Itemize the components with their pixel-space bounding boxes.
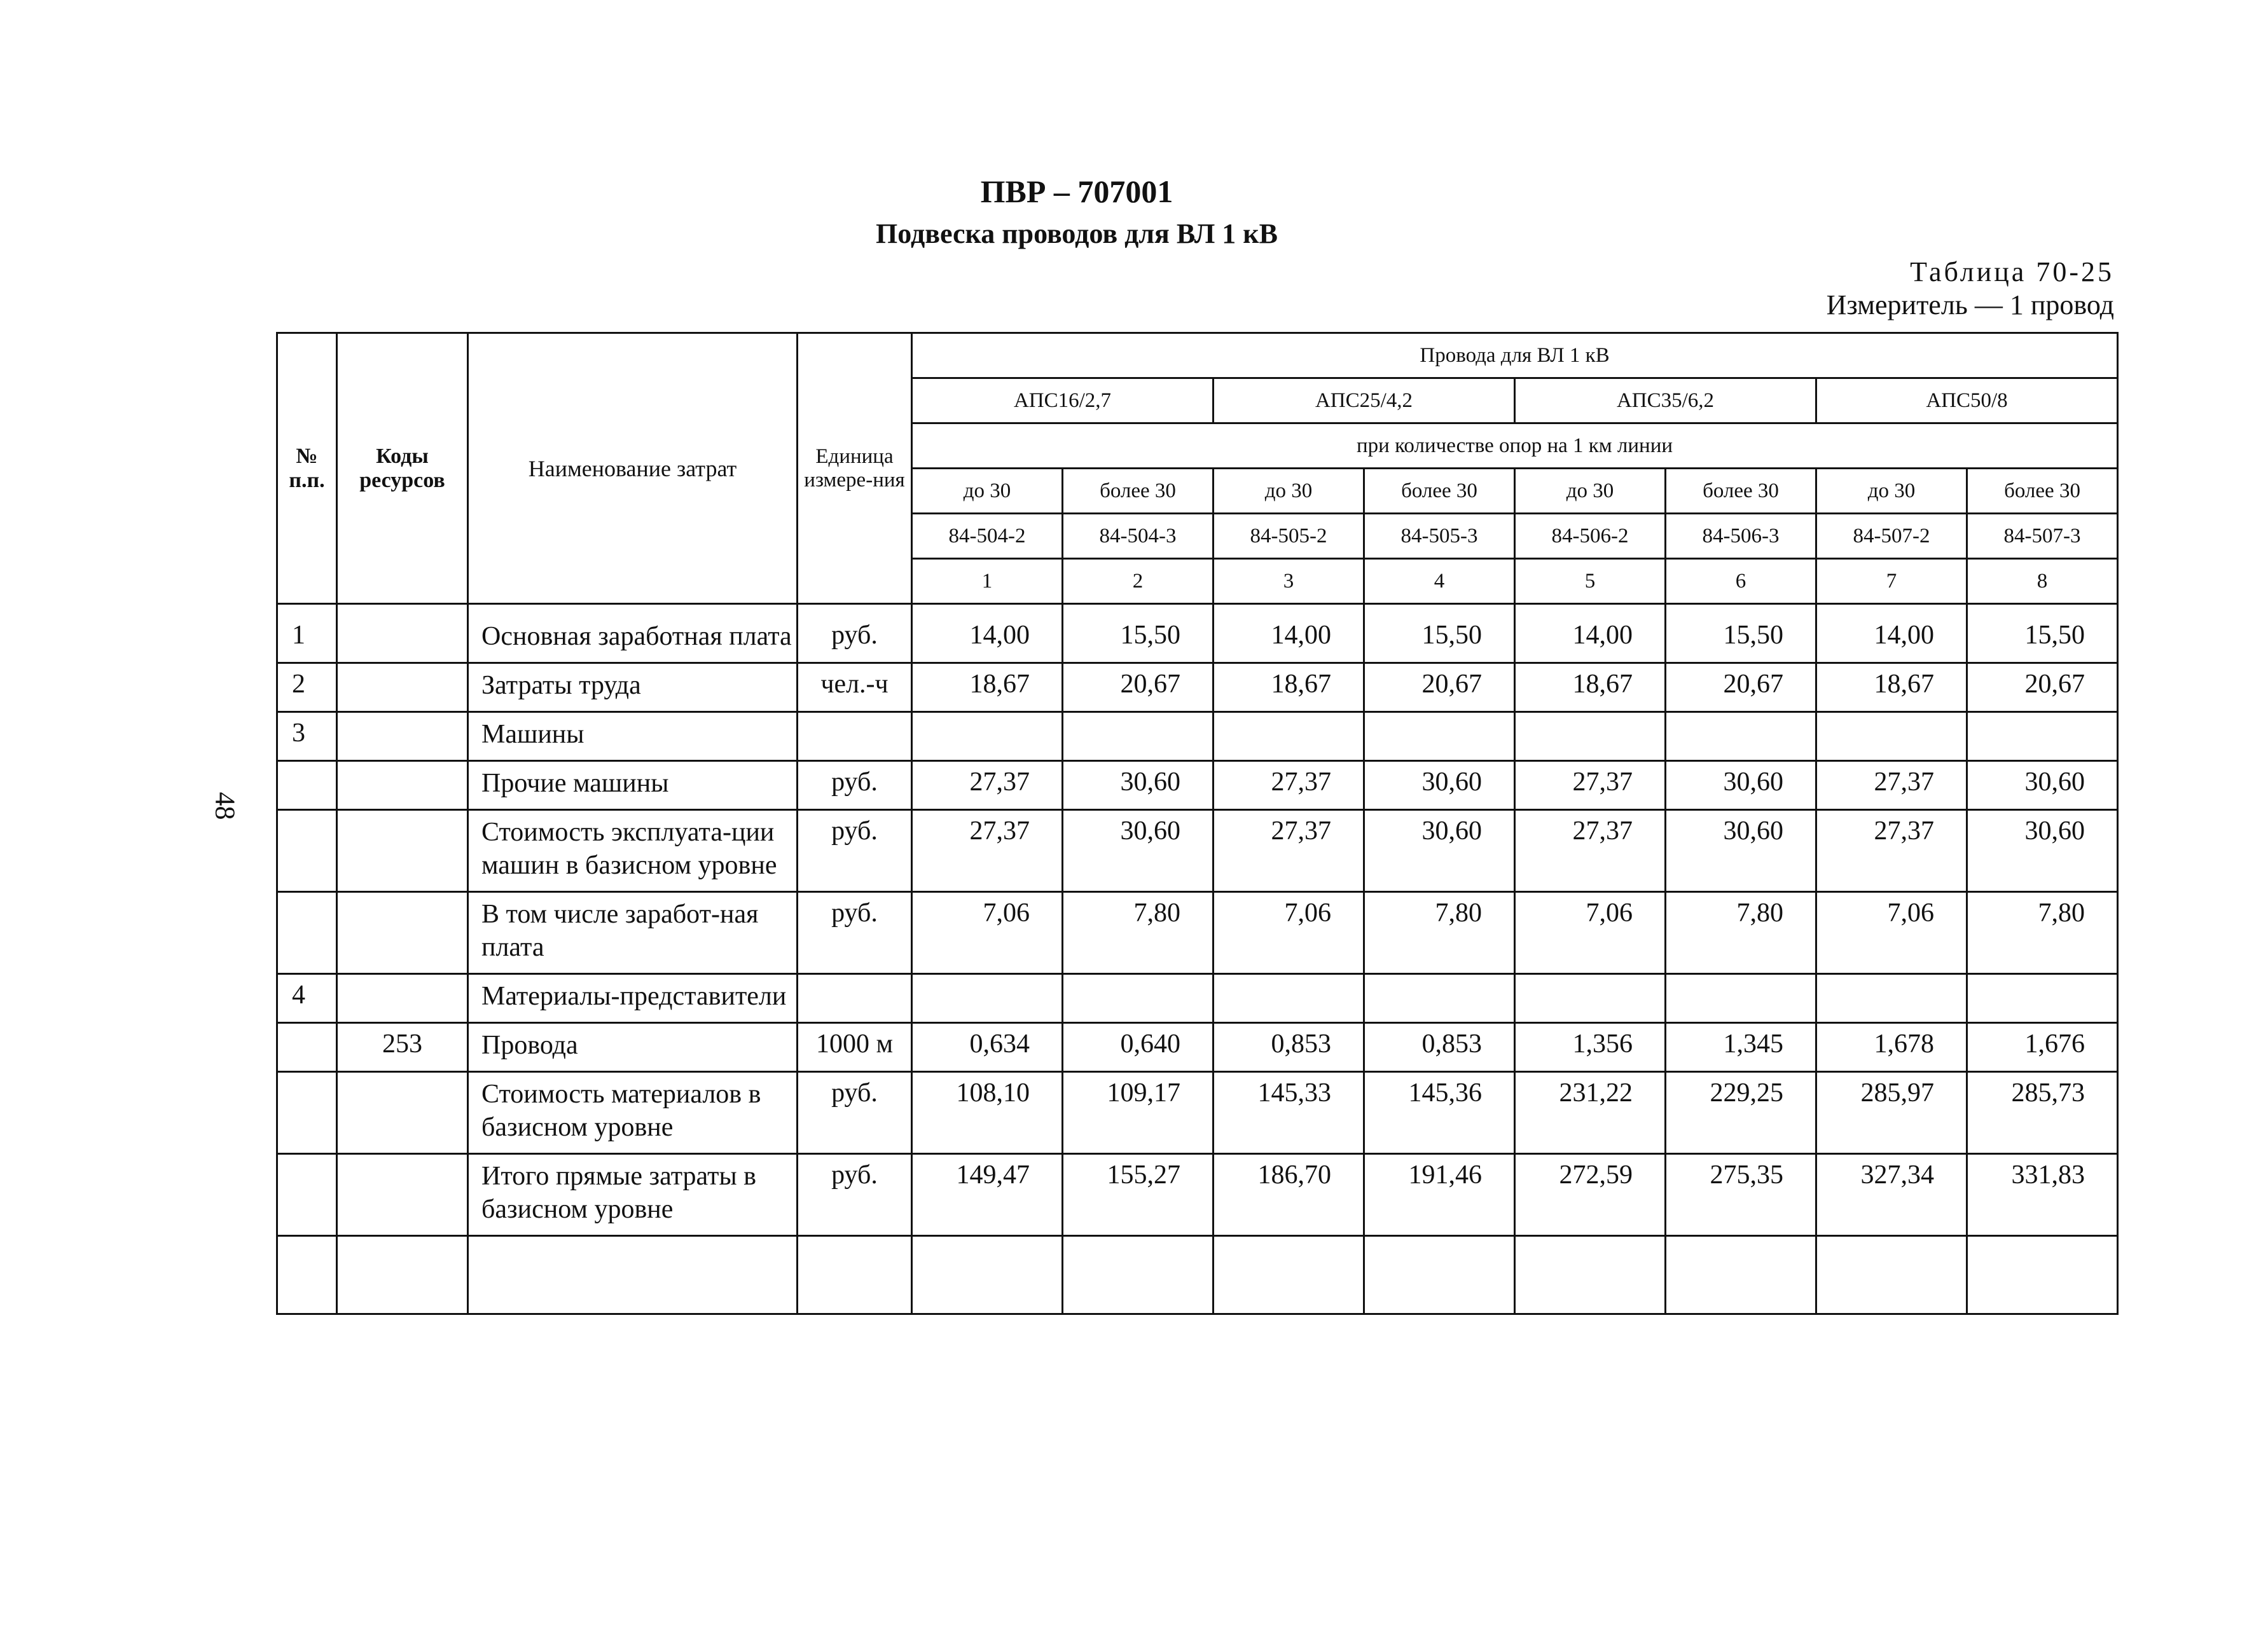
table-filler-row (277, 1236, 2118, 1314)
cost-value: 229,25 (1666, 1072, 1816, 1154)
cost-value (912, 712, 1063, 761)
header-support-count: более 30 (1364, 469, 1515, 514)
page-number: 48 (209, 792, 241, 820)
cost-value: 15,50 (1967, 604, 2118, 663)
cost-name: В том числе заработ-ная плата (468, 892, 798, 974)
cost-value (1364, 974, 1515, 1023)
resource-code (337, 974, 468, 1023)
row-number: 4 (277, 974, 337, 1023)
cost-table (276, 332, 2119, 1315)
cost-name: Затраты труда (468, 663, 798, 712)
cost-value: 30,60 (1063, 761, 1214, 810)
cost-value: 27,37 (1515, 761, 1666, 810)
table-measure-label: Измеритель — 1 провод (1826, 289, 2114, 320)
table-row (277, 663, 2118, 712)
cost-value: 7,06 (1515, 892, 1666, 974)
cost-value: 1,356 (1515, 1023, 1666, 1072)
resource-code (337, 604, 468, 663)
header-column-index: 7 (1816, 559, 1967, 604)
unit: руб. (798, 1072, 912, 1154)
header-norm-code: 84-505-2 (1214, 514, 1364, 559)
header-unit: Единица измере-ния (798, 333, 912, 604)
document-subtitle: Подвеска проводов для ВЛ 1 кВ (875, 218, 1278, 249)
row-number: 2 (277, 663, 337, 712)
cost-value: 18,67 (1515, 663, 1666, 712)
cost-value: 0,853 (1214, 1023, 1364, 1072)
cost-value: 331,83 (1967, 1154, 2118, 1236)
cost-value: 30,60 (1063, 810, 1214, 892)
resource-code (337, 1072, 468, 1154)
empty-cell (1515, 1236, 1666, 1314)
table-row (277, 892, 2118, 974)
table-row (277, 604, 2118, 663)
cost-value: 7,80 (1364, 892, 1515, 974)
table-row (277, 974, 2118, 1023)
cost-value: 14,00 (1515, 604, 1666, 663)
unit (798, 974, 912, 1023)
cost-value: 30,60 (1967, 761, 2118, 810)
row-number (277, 892, 337, 974)
cost-value (912, 974, 1063, 1023)
cost-value (1214, 712, 1364, 761)
cost-value: 327,34 (1816, 1154, 1967, 1236)
unit: руб. (798, 1154, 912, 1236)
unit: руб. (798, 810, 912, 892)
cost-value: 14,00 (1816, 604, 1967, 663)
header-wire-type: АПС16/2,7 (912, 378, 1214, 423)
header-wire-type: АПС25/4,2 (1214, 378, 1515, 423)
cost-value: 27,37 (1515, 810, 1666, 892)
empty-cell (468, 1236, 798, 1314)
header-column-index: 8 (1967, 559, 2118, 604)
cost-value: 145,36 (1364, 1072, 1515, 1154)
header-norm-code: 84-504-3 (1063, 514, 1214, 559)
cost-value: 231,22 (1515, 1072, 1666, 1154)
table-row (277, 1023, 2118, 1072)
empty-cell (1214, 1236, 1364, 1314)
cost-value: 0,634 (912, 1023, 1063, 1072)
cost-value: 145,33 (1214, 1072, 1364, 1154)
cost-value: 272,59 (1515, 1154, 1666, 1236)
table-row (277, 1154, 2118, 1236)
cost-value: 7,06 (1816, 892, 1967, 974)
cost-value (1214, 974, 1364, 1023)
empty-cell (277, 1236, 337, 1314)
row-number (277, 1072, 337, 1154)
cost-name: Прочие машины (468, 761, 798, 810)
cost-value: 7,06 (1214, 892, 1364, 974)
unit (798, 712, 912, 761)
cost-value: 7,80 (1063, 892, 1214, 974)
cost-value (1063, 974, 1214, 1023)
empty-cell (337, 1236, 468, 1314)
cost-value: 18,67 (912, 663, 1063, 712)
table-row (277, 761, 2118, 810)
row-number: 3 (277, 712, 337, 761)
cost-value: 109,17 (1063, 1072, 1214, 1154)
cost-value: 7,06 (912, 892, 1063, 974)
cost-value: 18,67 (1214, 663, 1364, 712)
row-number (277, 1023, 337, 1072)
cost-value: 30,60 (1364, 761, 1515, 810)
header-support-count: более 30 (1666, 469, 1816, 514)
cost-value (1515, 712, 1666, 761)
row-number (277, 761, 337, 810)
cost-name: Машины (468, 712, 798, 761)
cost-name: Провода (468, 1023, 798, 1072)
header-norm-code: 84-506-2 (1515, 514, 1666, 559)
cost-value: 15,50 (1364, 604, 1515, 663)
cost-value (1063, 712, 1214, 761)
cost-value: 1,678 (1816, 1023, 1967, 1072)
cost-value (1816, 712, 1967, 761)
header-column-index: 5 (1515, 559, 1666, 604)
cost-value: 108,10 (912, 1072, 1063, 1154)
cost-value: 27,37 (1816, 810, 1967, 892)
table-row (277, 1072, 2118, 1154)
resource-code: 253 (337, 1023, 468, 1072)
cost-value: 30,60 (1666, 810, 1816, 892)
cost-value: 275,35 (1666, 1154, 1816, 1236)
unit: чел.-ч (798, 663, 912, 712)
resource-code (337, 1154, 468, 1236)
cost-value: 155,27 (1063, 1154, 1214, 1236)
cost-value: 7,80 (1666, 892, 1816, 974)
cost-value: 30,60 (1967, 810, 2118, 892)
empty-cell (1666, 1236, 1816, 1314)
header-support-count: более 30 (1967, 469, 2118, 514)
cost-value: 15,50 (1063, 604, 1214, 663)
empty-cell (912, 1236, 1063, 1314)
header-norm-code: 84-504-2 (912, 514, 1063, 559)
empty-cell (798, 1236, 912, 1314)
cost-value: 30,60 (1666, 761, 1816, 810)
cost-name: Итого прямые затраты в базисном уровне (468, 1154, 798, 1236)
header-wire-type: АПС50/8 (1816, 378, 2118, 423)
unit: руб. (798, 604, 912, 663)
row-number (277, 810, 337, 892)
header-support-count: до 30 (1515, 469, 1666, 514)
cost-value: 27,37 (1214, 810, 1364, 892)
empty-cell (1063, 1236, 1214, 1314)
resource-code (337, 810, 468, 892)
row-number: 1 (277, 604, 337, 663)
cost-value: 14,00 (912, 604, 1063, 663)
cost-value: 27,37 (912, 810, 1063, 892)
header-support-count: до 30 (912, 469, 1063, 514)
header-support-count: до 30 (1214, 469, 1364, 514)
cost-value: 149,47 (912, 1154, 1063, 1236)
cost-value: 1,676 (1967, 1023, 2118, 1072)
cost-value: 191,46 (1364, 1154, 1515, 1236)
cost-value: 30,60 (1364, 810, 1515, 892)
cost-value (1666, 712, 1816, 761)
unit: 1000 м (798, 1023, 912, 1072)
unit: руб. (798, 761, 912, 810)
cost-value: 0,640 (1063, 1023, 1214, 1072)
header-support-count: до 30 (1816, 469, 1967, 514)
header-column-index: 3 (1214, 559, 1364, 604)
resource-code (337, 761, 468, 810)
cost-value: 27,37 (1214, 761, 1364, 810)
cost-value: 20,67 (1063, 663, 1214, 712)
table-row (277, 712, 2118, 761)
cost-value (1816, 974, 1967, 1023)
cost-value: 27,37 (1816, 761, 1967, 810)
header-norm-code: 84-507-2 (1816, 514, 1967, 559)
cost-value: 14,00 (1214, 604, 1364, 663)
table-number-label: Таблица 70-25 (1910, 256, 2114, 287)
resource-code (337, 663, 468, 712)
cost-value: 7,80 (1967, 892, 2118, 974)
header-name: Наименование затрат (468, 333, 798, 604)
header-norm-code: 84-505-3 (1364, 514, 1515, 559)
unit: руб. (798, 892, 912, 974)
row-number (277, 1154, 337, 1236)
cost-value: 0,853 (1364, 1023, 1515, 1072)
empty-cell (1816, 1236, 1967, 1314)
cost-value (1967, 974, 2118, 1023)
cost-value: 1,345 (1666, 1023, 1816, 1072)
resource-code (337, 712, 468, 761)
header-code: Коды ресурсов (337, 333, 468, 604)
table-row (277, 810, 2118, 892)
header-support-label: при количестве опор на 1 км линии (912, 423, 2118, 469)
cost-name: Основная заработная плата (468, 604, 798, 663)
cost-name: Материалы-представители (468, 974, 798, 1023)
cost-name: Стоимость эксплуата-ции машин в базисном уровне (468, 810, 798, 892)
empty-cell (1364, 1236, 1515, 1314)
document-title: ПВР – 707001 (980, 174, 1173, 209)
header-wire-type: АПС35/6,2 (1515, 378, 1816, 423)
empty-cell (1967, 1236, 2118, 1314)
header-column-index: 6 (1666, 559, 1816, 604)
cost-value (1967, 712, 2118, 761)
cost-value: 186,70 (1214, 1154, 1364, 1236)
header-norm-code: 84-507-3 (1967, 514, 2118, 559)
cost-value: 20,67 (1666, 663, 1816, 712)
cost-value: 27,37 (912, 761, 1063, 810)
cost-value: 20,67 (1967, 663, 2118, 712)
header-group: Провода для ВЛ 1 кВ (912, 333, 2118, 378)
cost-value (1364, 712, 1515, 761)
header-support-count: более 30 (1063, 469, 1214, 514)
header-column-index: 2 (1063, 559, 1214, 604)
cost-value (1666, 974, 1816, 1023)
header-num: № п.п. (277, 333, 337, 604)
cost-value: 285,97 (1816, 1072, 1967, 1154)
cost-value (1515, 974, 1666, 1023)
cost-value: 285,73 (1967, 1072, 2118, 1154)
cost-value: 20,67 (1364, 663, 1515, 712)
header-column-index: 4 (1364, 559, 1515, 604)
resource-code (337, 892, 468, 974)
cost-value: 18,67 (1816, 663, 1967, 712)
cost-value: 15,50 (1666, 604, 1816, 663)
header-norm-code: 84-506-3 (1666, 514, 1816, 559)
cost-name: Стоимость материалов в базисном уровне (468, 1072, 798, 1154)
header-column-index: 1 (912, 559, 1063, 604)
